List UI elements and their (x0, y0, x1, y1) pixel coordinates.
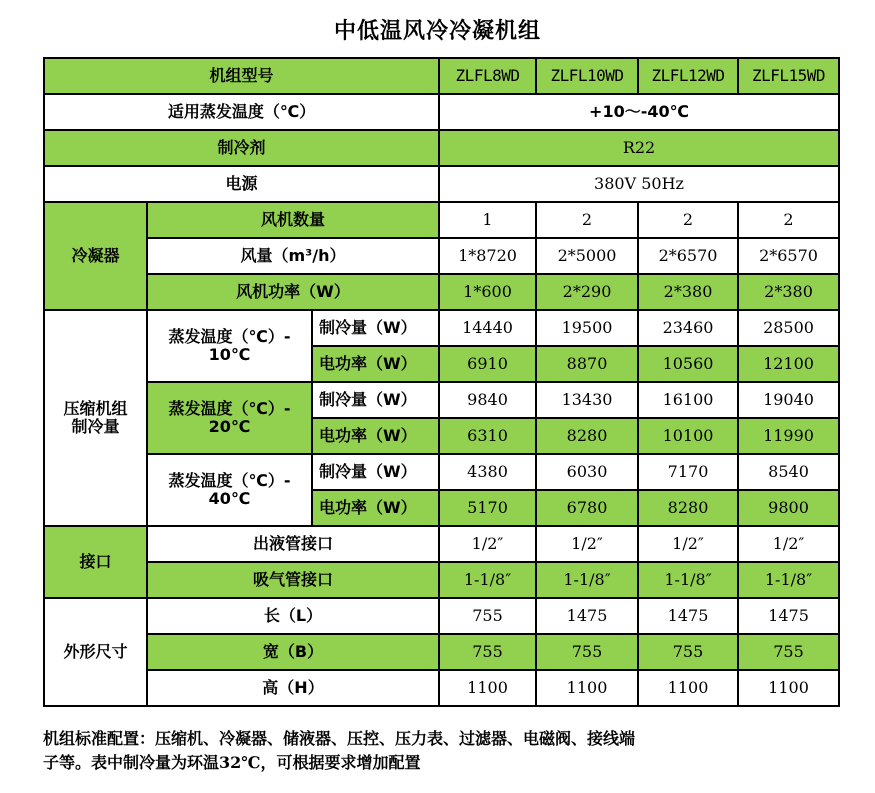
cell-value: 28500 (738, 310, 839, 346)
row-label: 高（H） (147, 670, 439, 706)
row-label: 长（L） (147, 598, 439, 634)
compressor-label-line2: 制冷量 (71, 417, 120, 436)
table-row (44, 202, 839, 238)
cell-value: 6780 (536, 490, 638, 526)
power-supply-row (44, 166, 839, 202)
evap-condition-line2: 10℃ (208, 345, 251, 364)
cell-value: 6910 (439, 346, 536, 382)
cell-value: 1*600 (439, 274, 536, 310)
power-supply-value: 380V 50Hz (439, 166, 839, 202)
table-title: 中低温风冷冷凝机组 (333, 19, 541, 44)
cell-value: 1/2″ (738, 526, 839, 562)
cell-value: 755 (439, 634, 536, 670)
evap-condition (147, 310, 312, 382)
cell-value: 4380 (439, 454, 536, 490)
table-row (44, 274, 839, 310)
model-name: ZLFL10WD (536, 58, 638, 94)
cell-value: 10100 (638, 418, 738, 454)
dimensions-group-label: 外形尺寸 (44, 598, 147, 706)
cell-value: 755 (638, 634, 738, 670)
cell-value: 1100 (536, 670, 638, 706)
refrigerant-label: 制冷剂 (44, 130, 439, 166)
cell-value: 9840 (439, 382, 536, 418)
cell-value: 11990 (738, 418, 839, 454)
model-name: ZLFL12WD (638, 58, 738, 94)
cell-value: 1100 (439, 670, 536, 706)
cell-value: 1/2″ (536, 526, 638, 562)
cell-value: 13430 (536, 382, 638, 418)
footnote-line1: 机组标准配置：压缩机、冷凝器、储液器、压控、压力表、过滤器、电磁阀、接线端 (43, 729, 636, 748)
row-label: 电功率（W） (312, 346, 439, 382)
cell-value: 2*380 (738, 274, 839, 310)
evap-condition-line1: 蒸发温度（℃）- (168, 399, 291, 418)
cell-value: 19500 (536, 310, 638, 346)
cell-value: 1-1/8″ (638, 562, 738, 598)
evap-condition-line1: 蒸发温度（℃）- (168, 471, 291, 490)
row-label: 宽（B） (147, 634, 439, 670)
row-label: 制冷量（W） (312, 382, 439, 418)
table-row (44, 310, 839, 346)
evap-range-row (44, 94, 839, 130)
evap-condition (147, 382, 312, 454)
row-label: 吸气管接口 (147, 562, 439, 598)
cell-value: 19040 (738, 382, 839, 418)
condenser-group-label: 冷凝器 (44, 202, 147, 310)
cell-value: 6030 (536, 454, 638, 490)
cell-value: 1-1/8″ (439, 562, 536, 598)
row-label: 制冷量（W） (312, 454, 439, 490)
cell-value: 8280 (638, 490, 738, 526)
table-row (44, 562, 839, 598)
table-row (44, 634, 839, 670)
cell-value: 1100 (738, 670, 839, 706)
cell-value: 1475 (738, 598, 839, 634)
table-row (44, 382, 839, 418)
table-row (44, 526, 839, 562)
cell-value: 1475 (638, 598, 738, 634)
cell-value: 10560 (638, 346, 738, 382)
row-label: 电功率（W） (312, 418, 439, 454)
cell-value: 14440 (439, 310, 536, 346)
row-label: 电功率（W） (312, 490, 439, 526)
row-label: 风量（m³/h） (147, 238, 439, 274)
row-label: 风机功率（W） (147, 274, 439, 310)
cell-value: 755 (536, 634, 638, 670)
row-label: 制冷量（W） (312, 310, 439, 346)
cell-value: 1-1/8″ (738, 562, 839, 598)
cell-value: 2*6570 (738, 238, 839, 274)
cell-value: 2*290 (536, 274, 638, 310)
cell-value: 12100 (738, 346, 839, 382)
cell-value: 2 (738, 202, 839, 238)
cell-value: 23460 (638, 310, 738, 346)
cell-value: 5170 (439, 490, 536, 526)
cell-value: 2 (536, 202, 638, 238)
table-row (44, 454, 839, 490)
refrigerant-value: R22 (439, 130, 839, 166)
compressor-label-line1: 压缩机组 (63, 399, 128, 418)
table-row (44, 670, 839, 706)
power-supply-label: 电源 (44, 166, 439, 202)
model-name: ZLFL15WD (738, 58, 839, 94)
model-name: ZLFL8WD (439, 58, 536, 94)
footnote (43, 727, 843, 775)
evap-condition-line2: 40℃ (208, 489, 251, 508)
cell-value: 1/2″ (439, 526, 536, 562)
evap-condition-line2: 20℃ (208, 417, 251, 436)
cell-value: 16100 (638, 382, 738, 418)
evap-range-label: 适用蒸发温度（℃） (44, 94, 439, 130)
row-label: 风机数量 (147, 202, 439, 238)
cell-value: 1-1/8″ (536, 562, 638, 598)
cell-value: 8870 (536, 346, 638, 382)
cell-value: 1 (439, 202, 536, 238)
cell-value: 1100 (638, 670, 738, 706)
cell-value: 1/2″ (638, 526, 738, 562)
spec-table (43, 57, 840, 707)
refrigerant-row (44, 130, 839, 166)
model-header-row (44, 58, 839, 94)
cell-value: 1475 (536, 598, 638, 634)
cell-value: 755 (439, 598, 536, 634)
cell-value: 2*6570 (638, 238, 738, 274)
cell-value: 6310 (439, 418, 536, 454)
cell-value: 9800 (738, 490, 839, 526)
cell-value: 7170 (638, 454, 738, 490)
cell-value: 2*380 (638, 274, 738, 310)
footnote-line2: 子等。表中制冷量为环温32℃，可根据要求增加配置 (43, 753, 421, 772)
cell-value: 1*8720 (439, 238, 536, 274)
evap-condition (147, 454, 312, 526)
connections-group-label: 接口 (44, 526, 147, 598)
row-label: 出液管接口 (147, 526, 439, 562)
table-row (44, 238, 839, 274)
cell-value: 2 (638, 202, 738, 238)
evap-range-value: +10～-40℃ (439, 94, 839, 130)
model-label: 机组型号 (44, 58, 439, 94)
cell-value: 2*5000 (536, 238, 638, 274)
cell-value: 8540 (738, 454, 839, 490)
table-row (44, 598, 839, 634)
evap-condition-line1: 蒸发温度（℃）- (168, 327, 291, 346)
cell-value: 8280 (536, 418, 638, 454)
cell-value: 755 (738, 634, 839, 670)
compressor-group-label (44, 310, 147, 526)
